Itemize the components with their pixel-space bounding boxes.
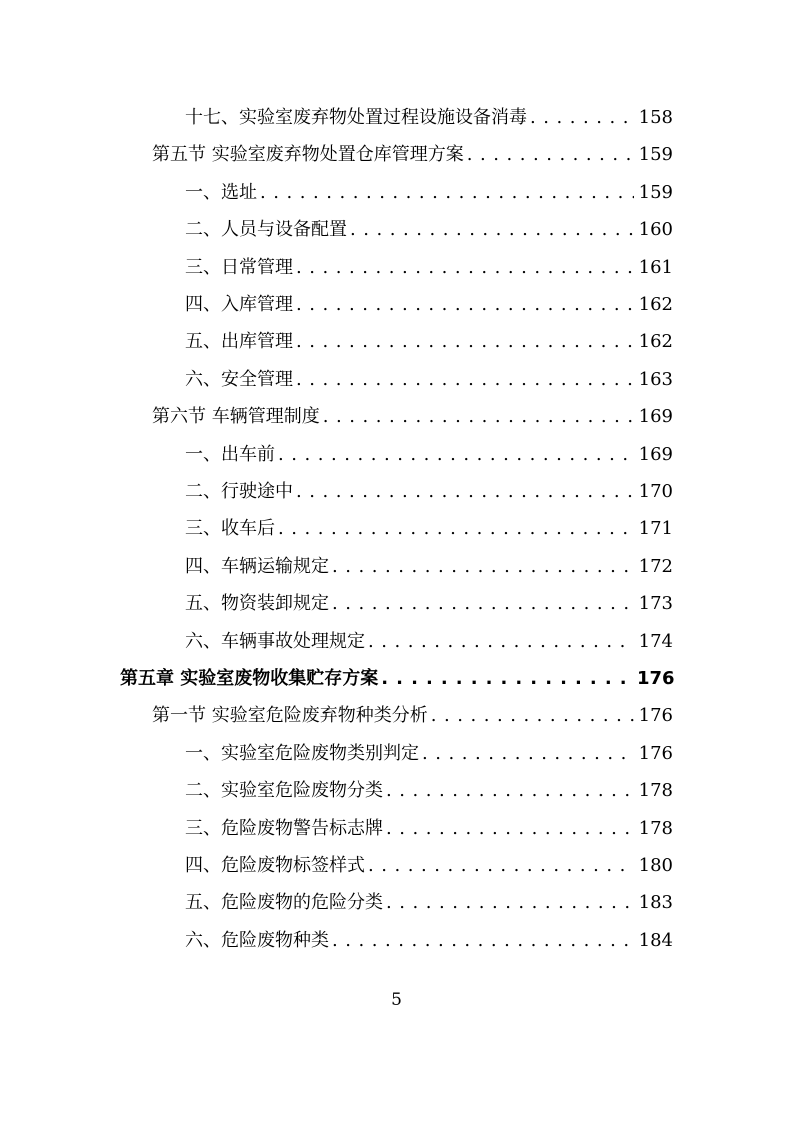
toc-entry[interactable]	[185, 175, 673, 211]
toc-entry-title: 三、危险废物警告标志牌	[185, 817, 383, 839]
toc-entry-page: 159	[638, 144, 673, 166]
toc-entry-page: 159	[638, 181, 673, 203]
toc-entry-title: 第五章 实验室废物收集贮存方案	[120, 668, 379, 689]
toc-dot-leader	[332, 586, 634, 622]
toc-entry-page: 162	[638, 331, 673, 353]
toc-dot-leader	[368, 848, 634, 884]
toc-entry[interactable]	[185, 362, 673, 398]
toc-dot-leader	[278, 437, 634, 473]
toc-entry-title: 第六节 车辆管理制度	[152, 406, 320, 428]
toc-entry-page: 158	[638, 107, 673, 128]
toc-entry[interactable]	[185, 287, 673, 323]
toc-entry-page: 169	[638, 443, 673, 465]
toc-entry[interactable]	[185, 811, 673, 847]
toc-entry-page: 180	[638, 855, 673, 876]
toc-dot-leader	[530, 100, 634, 136]
toc-dot-leader	[332, 923, 634, 959]
toc-dot-leader	[296, 324, 634, 360]
toc-entry[interactable]	[185, 250, 673, 286]
toc-dot-leader	[296, 474, 634, 510]
toc-entry-title: 三、收车后	[185, 518, 275, 540]
toc-entry-title: 一、出车前	[185, 443, 275, 465]
toc-entry[interactable]	[185, 100, 673, 136]
toc-chapter-entry[interactable]	[120, 661, 673, 697]
toc-entry-page: 163	[638, 368, 673, 390]
toc-entry-page: 170	[638, 481, 673, 502]
toc-entry-title: 二、人员与设备配置	[185, 219, 347, 241]
page-number: 5	[391, 990, 402, 1010]
toc-entry[interactable]	[185, 736, 673, 772]
toc-entry-page: 160	[638, 219, 673, 241]
toc-entry-page: 184	[638, 929, 673, 951]
toc-entry-title: 十七、实验室废弃物处置过程设施设备消毒	[185, 107, 527, 128]
toc-entry-page: 173	[638, 593, 673, 615]
toc-entry[interactable]	[185, 511, 673, 547]
toc-entry-page: 178	[638, 817, 673, 839]
toc-dot-leader	[386, 885, 634, 921]
toc-entry[interactable]	[185, 549, 673, 585]
toc-dot-leader	[386, 811, 634, 847]
toc-dot-leader	[350, 212, 634, 248]
toc-entry[interactable]	[185, 586, 673, 622]
toc-entry-title: 四、入库管理	[185, 294, 293, 315]
toc-entry-page: 162	[638, 294, 673, 315]
toc-entry-title: 六、安全管理	[185, 368, 293, 390]
toc-entry-title: 四、危险废物标签样式	[185, 855, 365, 876]
toc-entry-title: 一、实验室危险废物类别判定	[185, 742, 419, 764]
toc-dot-leader	[422, 736, 634, 772]
toc-entry-title: 六、危险废物种类	[185, 929, 329, 951]
toc-dot-leader	[296, 287, 634, 323]
toc-entry-title: 六、车辆事故处理规定	[185, 630, 365, 652]
toc-entry-page: 171	[638, 518, 673, 540]
toc-entry[interactable]	[152, 399, 673, 435]
toc-entry[interactable]	[185, 885, 673, 921]
toc-entry-page: 176	[637, 668, 675, 689]
toc-dot-leader	[381, 661, 634, 697]
toc-entry-title: 五、危险废物的危险分类	[185, 892, 383, 914]
toc-entry-title: 一、选址	[185, 181, 257, 203]
toc-dot-leader	[278, 511, 634, 547]
toc-entry-page: 172	[638, 555, 673, 577]
toc-entry[interactable]	[185, 474, 673, 510]
toc-entry-title: 第一节 实验室危险废弃物种类分析	[152, 705, 428, 727]
toc-entry[interactable]	[185, 848, 673, 884]
toc-entry[interactable]	[152, 698, 673, 734]
toc-entry[interactable]	[185, 324, 673, 360]
toc-entry-page: 161	[638, 256, 673, 278]
toc-entry-title: 四、车辆运输规定	[185, 555, 329, 577]
toc-dot-leader	[431, 698, 634, 734]
toc-dot-leader	[323, 399, 634, 435]
toc-entry[interactable]	[152, 137, 673, 173]
toc-dot-leader	[368, 624, 634, 660]
toc-entry-page: 174	[638, 630, 673, 652]
toc-dot-leader	[260, 175, 634, 211]
toc-entry-title: 第五节 实验室废弃物处置仓库管理方案	[152, 144, 464, 166]
toc-entry-title: 五、出库管理	[185, 331, 293, 353]
toc-entry-page: 176	[638, 742, 673, 764]
toc-entry-page: 176	[638, 705, 673, 727]
toc-dot-leader	[296, 362, 634, 398]
toc-entry-title: 三、日常管理	[185, 256, 293, 278]
toc-entry[interactable]	[185, 624, 673, 660]
toc-entry-title: 五、物资装卸规定	[185, 593, 329, 615]
toc-entry-page: 178	[638, 780, 673, 802]
toc-entry[interactable]	[185, 437, 673, 473]
toc-dot-leader	[296, 250, 634, 286]
toc-dot-leader	[467, 137, 634, 173]
toc-entry-page: 169	[638, 406, 673, 428]
toc-entry-title: 二、实验室危险废物分类	[185, 780, 383, 802]
toc-entry-page: 183	[638, 892, 673, 914]
toc-dot-leader	[332, 549, 634, 585]
toc-dot-leader	[386, 773, 634, 809]
toc-entry[interactable]	[185, 773, 673, 809]
toc-entry[interactable]	[185, 212, 673, 248]
toc-entry[interactable]	[185, 923, 673, 959]
toc-entry-title: 二、行驶途中	[185, 481, 293, 502]
